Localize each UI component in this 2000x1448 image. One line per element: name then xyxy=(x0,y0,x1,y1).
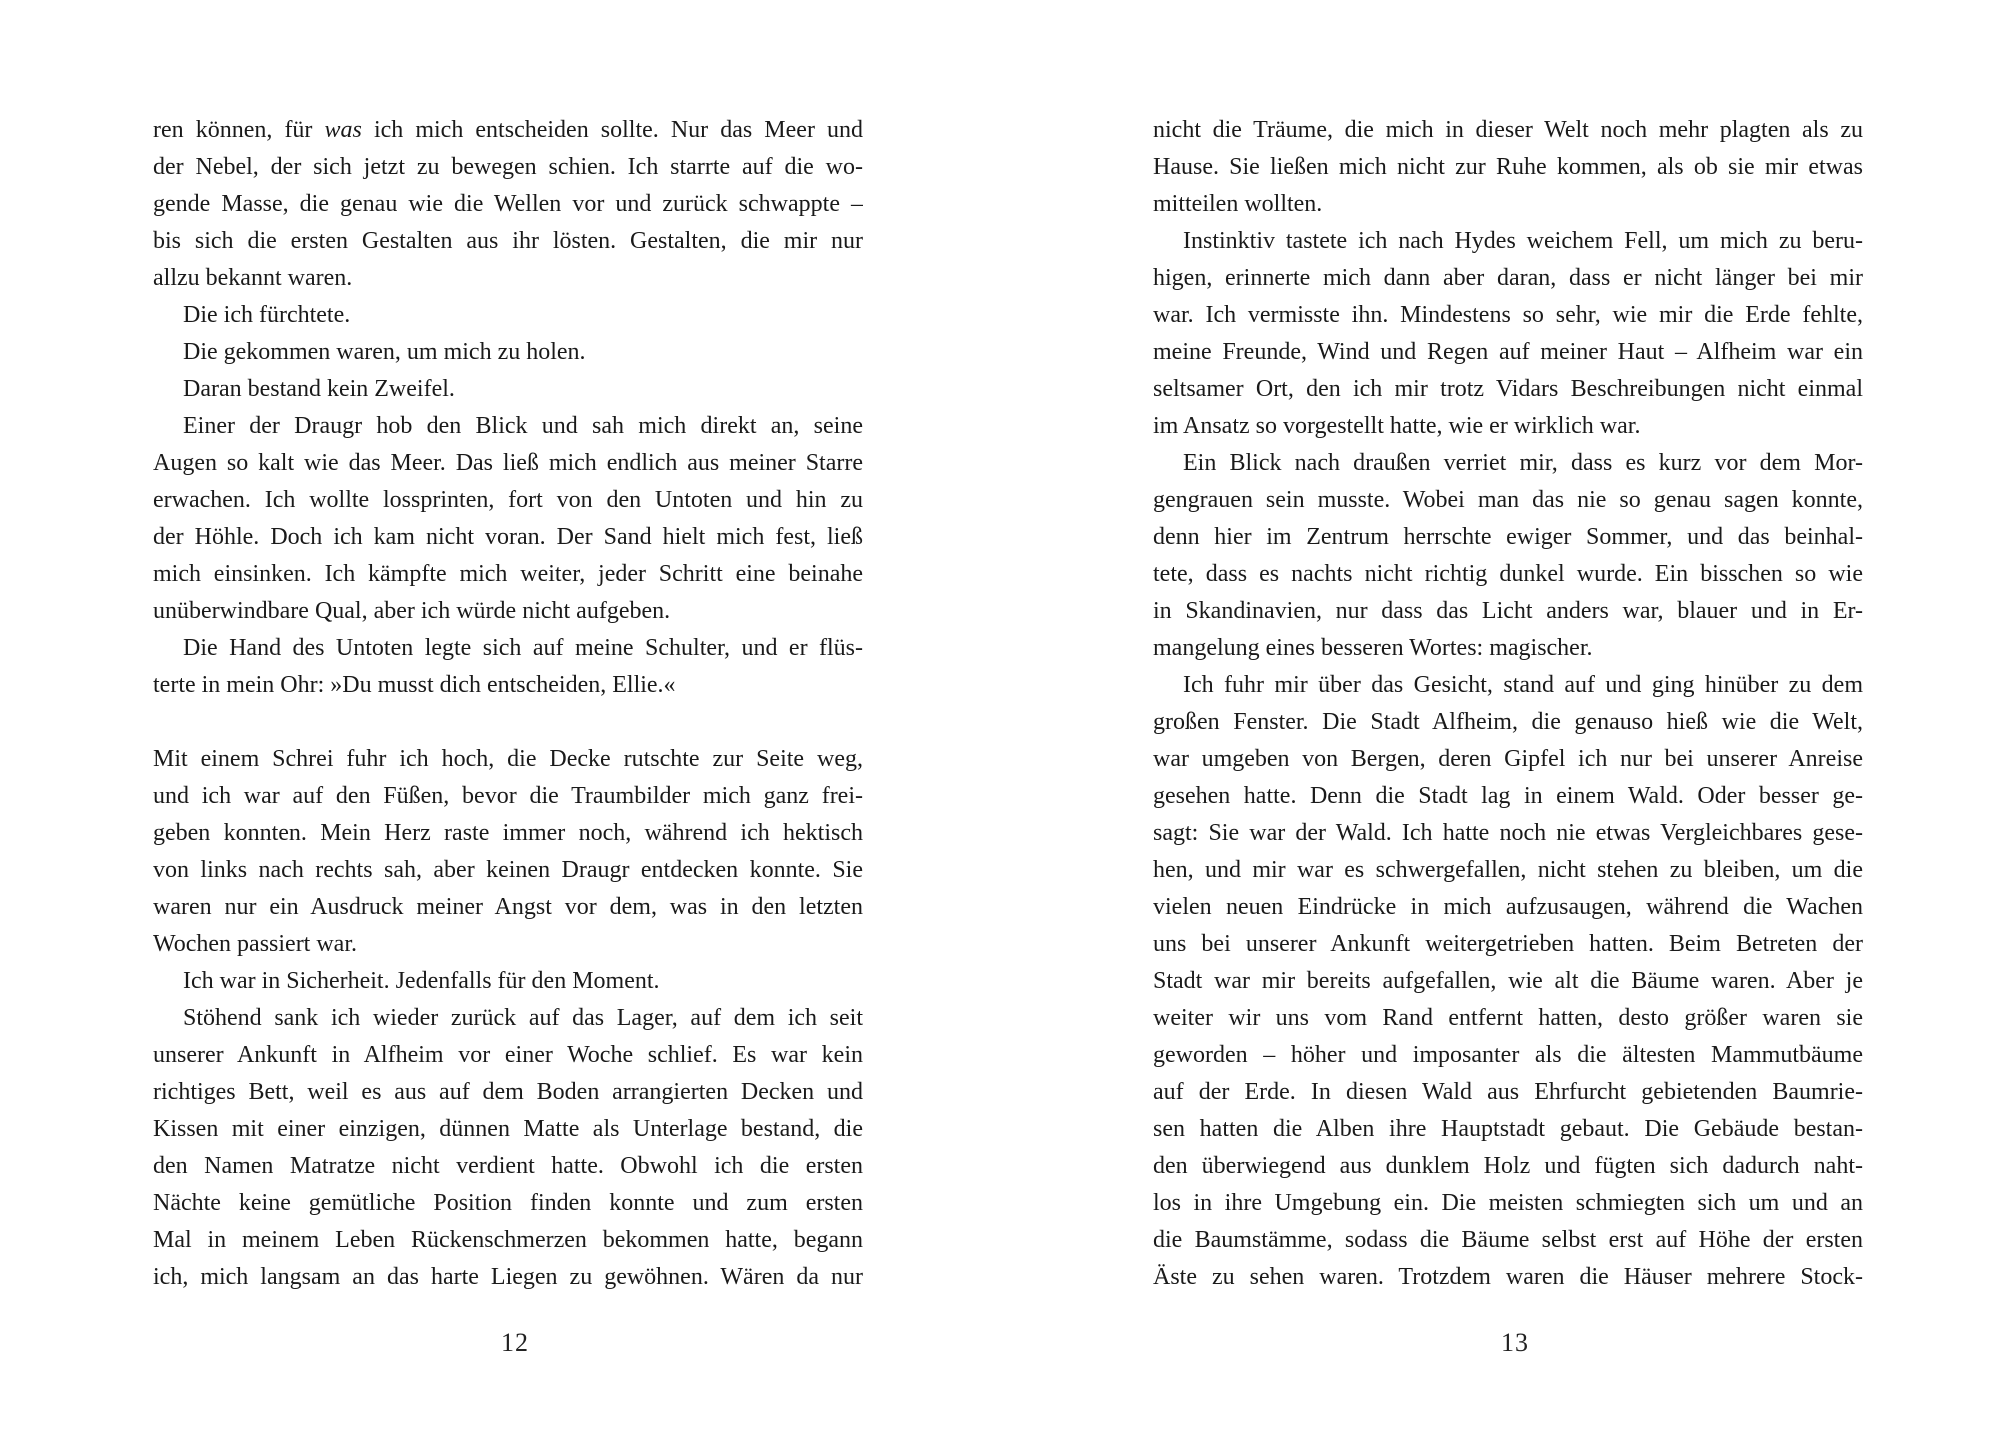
text-line: unüberwindbare Qual, aber ich würde nicht aufgeben. xyxy=(153,598,671,624)
text-line: geworden – höher und imposanter als die ältesten Mammutbäume xyxy=(1153,1042,1863,1068)
text-line: die Baumstämme, sodass die Bäume selbst erst auf Höhe der ersten xyxy=(1153,1227,1863,1253)
text-line: Die Hand des Untoten legte sich auf meine Schulter, und er flüs- xyxy=(183,635,863,661)
text-line: und ich war auf den Füßen, bevor die Traumbilder mich ganz frei- xyxy=(153,783,863,809)
text-line: Stadt war mir bereits aufgefallen, wie alt die Bäume waren. Aber je xyxy=(1153,968,1863,994)
text-line: war. Ich vermisste ihn. Mindestens so sehr, wie mir die Erde fehlte, xyxy=(1153,302,1863,328)
text-line: den überwiegend aus dunklem Holz und fügten sich dadurch naht- xyxy=(1153,1153,1863,1179)
text-line: mangelung eines besseren Wortes: magischer. xyxy=(1153,635,1593,661)
left-page xyxy=(153,112,863,1312)
text-line: hen, und mir war es schwergefallen, nicht stehen zu bleiben, um die xyxy=(1153,857,1863,883)
text-line: Mit einem Schrei fuhr ich hoch, die Decke rutschte zur Seite weg, xyxy=(153,746,863,772)
text-line: gesehen hatte. Denn die Stadt lag in einem Wald. Oder besser ge- xyxy=(1153,783,1863,809)
text-line: war umgeben von Bergen, deren Gipfel ich nur bei unserer Anreise xyxy=(1153,746,1863,772)
text-line: Daran bestand kein Zweifel. xyxy=(183,376,455,402)
text-line: großen Fenster. Die Stadt Alfheim, die genauso hieß wie die Welt, xyxy=(1153,709,1863,735)
text-line: bis sich die ersten Gestalten aus ihr lösten. Gestalten, die mir nur xyxy=(153,228,863,254)
text-line: in Skandinavien, nur dass das Licht anders war, blauer und in Er- xyxy=(1153,598,1863,624)
text-line: ren können, für was ich mich entscheiden sollte. Nur das Meer und xyxy=(153,117,863,143)
text-line: uns bei unserer Ankunft weitergetrieben hatten. Beim Betreten der xyxy=(1153,931,1863,957)
text-line: waren nur ein Ausdruck meiner Angst vor dem, was in den letzten xyxy=(153,894,863,920)
text-line: los in ihre Umgebung ein. Die meisten schmiegten sich um und an xyxy=(1153,1190,1863,1216)
text-line: der Nebel, der sich jetzt zu bewegen schien. Ich starrte auf die wo- xyxy=(153,154,863,180)
page-number-left: 12 xyxy=(501,1328,529,1357)
text-line: mitteilen wollten. xyxy=(1153,191,1323,217)
text-line: den Namen Matratze nicht verdient hatte. Obwohl ich die ersten xyxy=(153,1153,863,1179)
text-line: nicht die Träume, die mich in dieser Welt noch mehr plagten als zu xyxy=(1153,117,1863,143)
section-break xyxy=(153,704,863,741)
text-line: sagt: Sie war der Wald. Ich hatte noch nie etwas Vergleichbares gese- xyxy=(1153,820,1863,846)
text-line: vielen neuen Eindrücke in mich aufzusaugen, während die Wachen xyxy=(1153,894,1863,920)
text-line: allzu bekannt waren. xyxy=(153,265,353,291)
text-line: mich einsinken. Ich kämpfte mich weiter, jeder Schritt eine beinahe xyxy=(153,561,863,587)
text-line: gende Masse, die genau wie die Wellen vor und zurück schwappte – xyxy=(153,191,863,217)
text-line: Die ich fürchtete. xyxy=(183,302,351,328)
text-line: der Höhle. Doch ich kam nicht voran. Der Sand hielt mich fest, ließ xyxy=(153,524,863,550)
text-line: seltsamer Ort, den ich mir trotz Vidars Beschreibungen nicht einmal xyxy=(1153,376,1863,402)
text-line: ich, mich langsam an das harte Liegen zu gewöhnen. Wären da nur xyxy=(153,1264,863,1290)
text-line: gengrauen sein musste. Wobei man das nie so genau sagen konnte, xyxy=(1153,487,1863,513)
text-line: Mal in meinem Leben Rückenschmerzen bekommen hatte, begann xyxy=(153,1227,863,1253)
text-line: Augen so kalt wie das Meer. Das ließ mich endlich aus meiner Starre xyxy=(153,450,863,476)
text-line: Wochen passiert war. xyxy=(153,931,357,957)
text-line: weiter wir uns vom Rand entfernt hatten, desto größer waren sie xyxy=(1153,1005,1863,1031)
right-page-text xyxy=(1153,112,1863,1312)
text-line: im Ansatz so vorgestellt hatte, wie er wirklich war. xyxy=(1153,413,1641,439)
text-line: denn hier im Zentrum herrschte ewiger Sommer, und das beinhal- xyxy=(1153,524,1863,550)
text-line: Die gekommen waren, um mich zu holen. xyxy=(183,339,586,365)
text-line: auf der Erde. In diesen Wald aus Ehrfurcht gebietenden Baumrie- xyxy=(1153,1079,1863,1105)
text-line: Äste zu sehen waren. Trotzdem waren die Häuser mehrere Stock- xyxy=(1153,1264,1863,1290)
text-line: geben konnten. Mein Herz raste immer noch, während ich hektisch xyxy=(153,820,863,846)
text-line: terte in mein Ohr: »Du musst dich entscheiden, Ellie.« xyxy=(153,672,676,698)
right-page xyxy=(1153,112,1863,1312)
text-line: meine Freunde, Wind und Regen auf meiner Haut – Alfheim war ein xyxy=(1153,339,1863,365)
text-line: Kissen mit einer einzigen, dünnen Matte als Unterlage bestand, die xyxy=(153,1116,863,1142)
text-line: Einer der Draugr hob den Blick und sah mich direkt an, seine xyxy=(183,413,863,439)
text-line: richtiges Bett, weil es aus auf dem Boden arrangierten Decken und xyxy=(153,1079,863,1105)
page-number-right: 13 xyxy=(1501,1328,1529,1357)
text-line: Ein Blick nach draußen verriet mir, dass es kurz vor dem Mor- xyxy=(1183,450,1863,476)
text-line: Stöhend sank ich wieder zurück auf das Lager, auf dem ich seit xyxy=(183,1005,863,1031)
text-line: unserer Ankunft in Alfheim vor einer Woche schlief. Es war kein xyxy=(153,1042,863,1068)
text-line: Ich fuhr mir über das Gesicht, stand auf und ging hinüber zu dem xyxy=(1183,672,1863,698)
left-page-text xyxy=(153,112,863,1312)
text-line: sen hatten die Alben ihre Hauptstadt gebaut. Die Gebäude bestan- xyxy=(1153,1116,1863,1142)
text-line: Nächte keine gemütliche Position finden konnte und zum ersten xyxy=(153,1190,863,1216)
text-line: higen, erinnerte mich dann aber daran, dass er nicht länger bei mir xyxy=(1153,265,1863,291)
text-line: tete, dass es nachts nicht richtig dunkel wurde. Ein bisschen so wie xyxy=(1153,561,1863,587)
text-line: Hause. Sie ließen mich nicht zur Ruhe kommen, als ob sie mir etwas xyxy=(1153,154,1863,180)
text-line: von links nach rechts sah, aber keinen Draugr entdecken konnte. Sie xyxy=(153,857,863,883)
text-line: Instinktiv tastete ich nach Hydes weichem Fell, um mich zu beru- xyxy=(1183,228,1863,254)
text-line: erwachen. Ich wollte lossprinten, fort von den Untoten und hin zu xyxy=(153,487,863,513)
text-line: Ich war in Sicherheit. Jedenfalls für den Moment. xyxy=(183,968,660,994)
